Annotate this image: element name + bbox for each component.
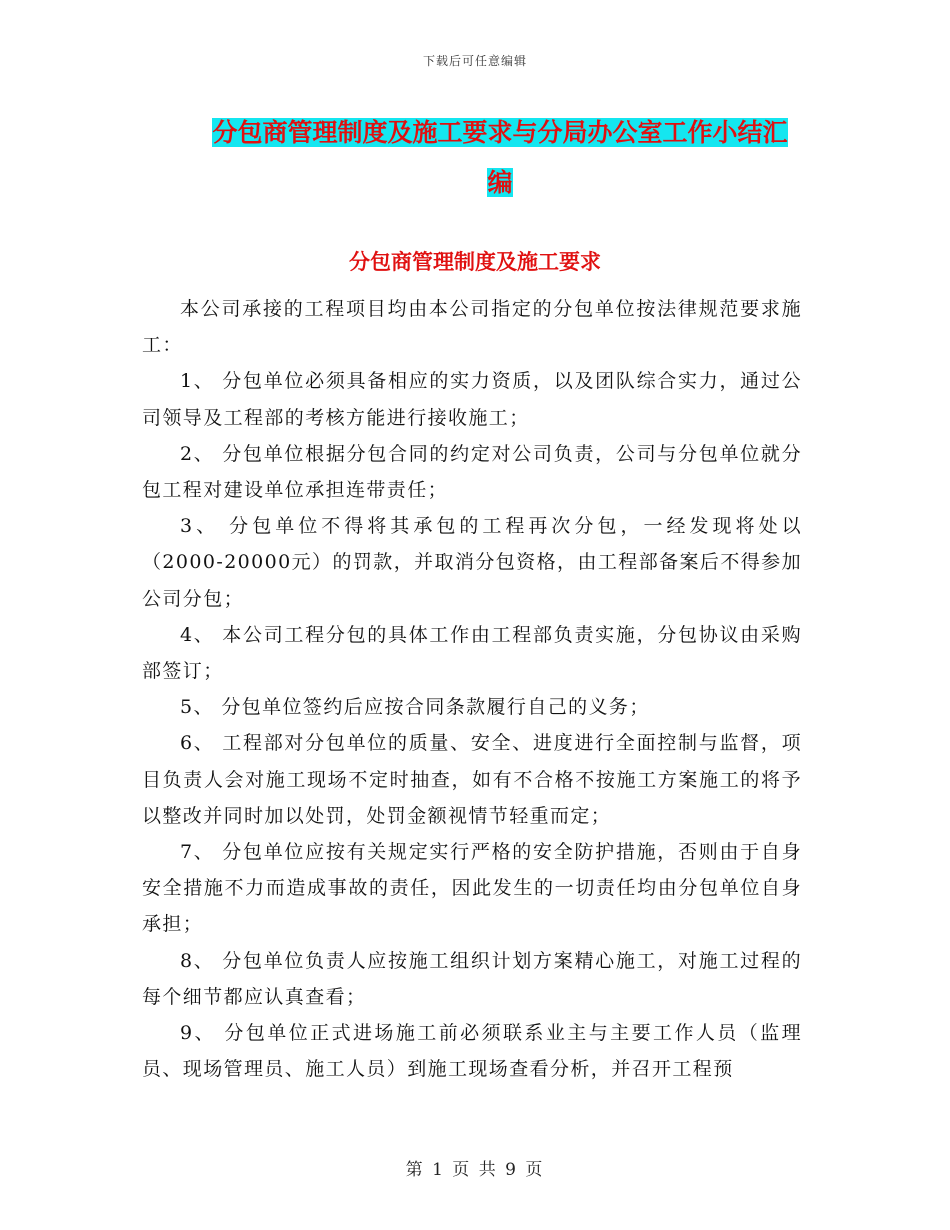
page-number-footer: 第 1 页 共 9 页: [405, 1160, 545, 1180]
paragraph-item-6: 6、 工程部对分包单位的质量、安全、进度进行全面控制与监督，项目负责人会对施工现场不定时抽查，如有不合格不按施工方案施工的将予以整改并同时加以处罚，处罚金额视情节轻重而定；: [142, 732, 802, 827]
paragraph-item-8: 8、 分包单位负责人应按施工组织计划方案精心施工，对施工过程的每个细节都应认真查看；: [142, 949, 802, 1008]
document-body: [142, 291, 802, 1087]
paragraph-item-4: 4、 本公司工程分包的具体工作由工程部负责实施，分包协议由采购部签订；: [142, 623, 802, 683]
page-header-note: 下载后可任意编辑: [422, 54, 527, 68]
section-title: 分包商管理制度及施工要求: [349, 250, 601, 274]
document-title-line-1: 分包商管理制度及施工要求与分局办公室工作小结汇: [212, 118, 788, 147]
document-title: [190, 108, 810, 208]
paragraph-item-2: 2、 分包单位根据分包合同的约定对公司负责，公司与分包单位就分包工程对建设单位承担连带责任；: [142, 442, 802, 502]
paragraph-item-7: 7、 分包单位应按有关规定实行严格的安全防护措施，否则由于自身安全措施不力而造成事故的责任，因此发生的一切责任均由分包单位自身承担；: [142, 841, 802, 936]
document-title-line-2: 编: [487, 168, 513, 197]
paragraph-item-5: 5、 分包单位签约后应按合同条款履行自己的义务；: [180, 696, 650, 719]
paragraph-item-9: 9、 分包单位正式进场施工前必须联系业主与主要工作人员（监理员、现场管理员、施工人员）到施工现场查看分析，并召开工程预: [142, 1022, 802, 1081]
paragraph-item-1: 1、 分包单位必须具备相应的实力资质，以及团队综合实力，通过公司领导及工程部的考核方能进行接收施工；: [142, 370, 802, 429]
paragraph-intro: 本公司承接的工程项目均由本公司指定的分包单位按法律规范要求施工：: [142, 298, 802, 357]
paragraph-item-3: 3、 分包单位不得将其承包的工程再次分包，一经发现将处以（2000-20000元）的罚款，并取消分包资格，由工程部备案后不得参加公司分包；: [142, 515, 802, 610]
